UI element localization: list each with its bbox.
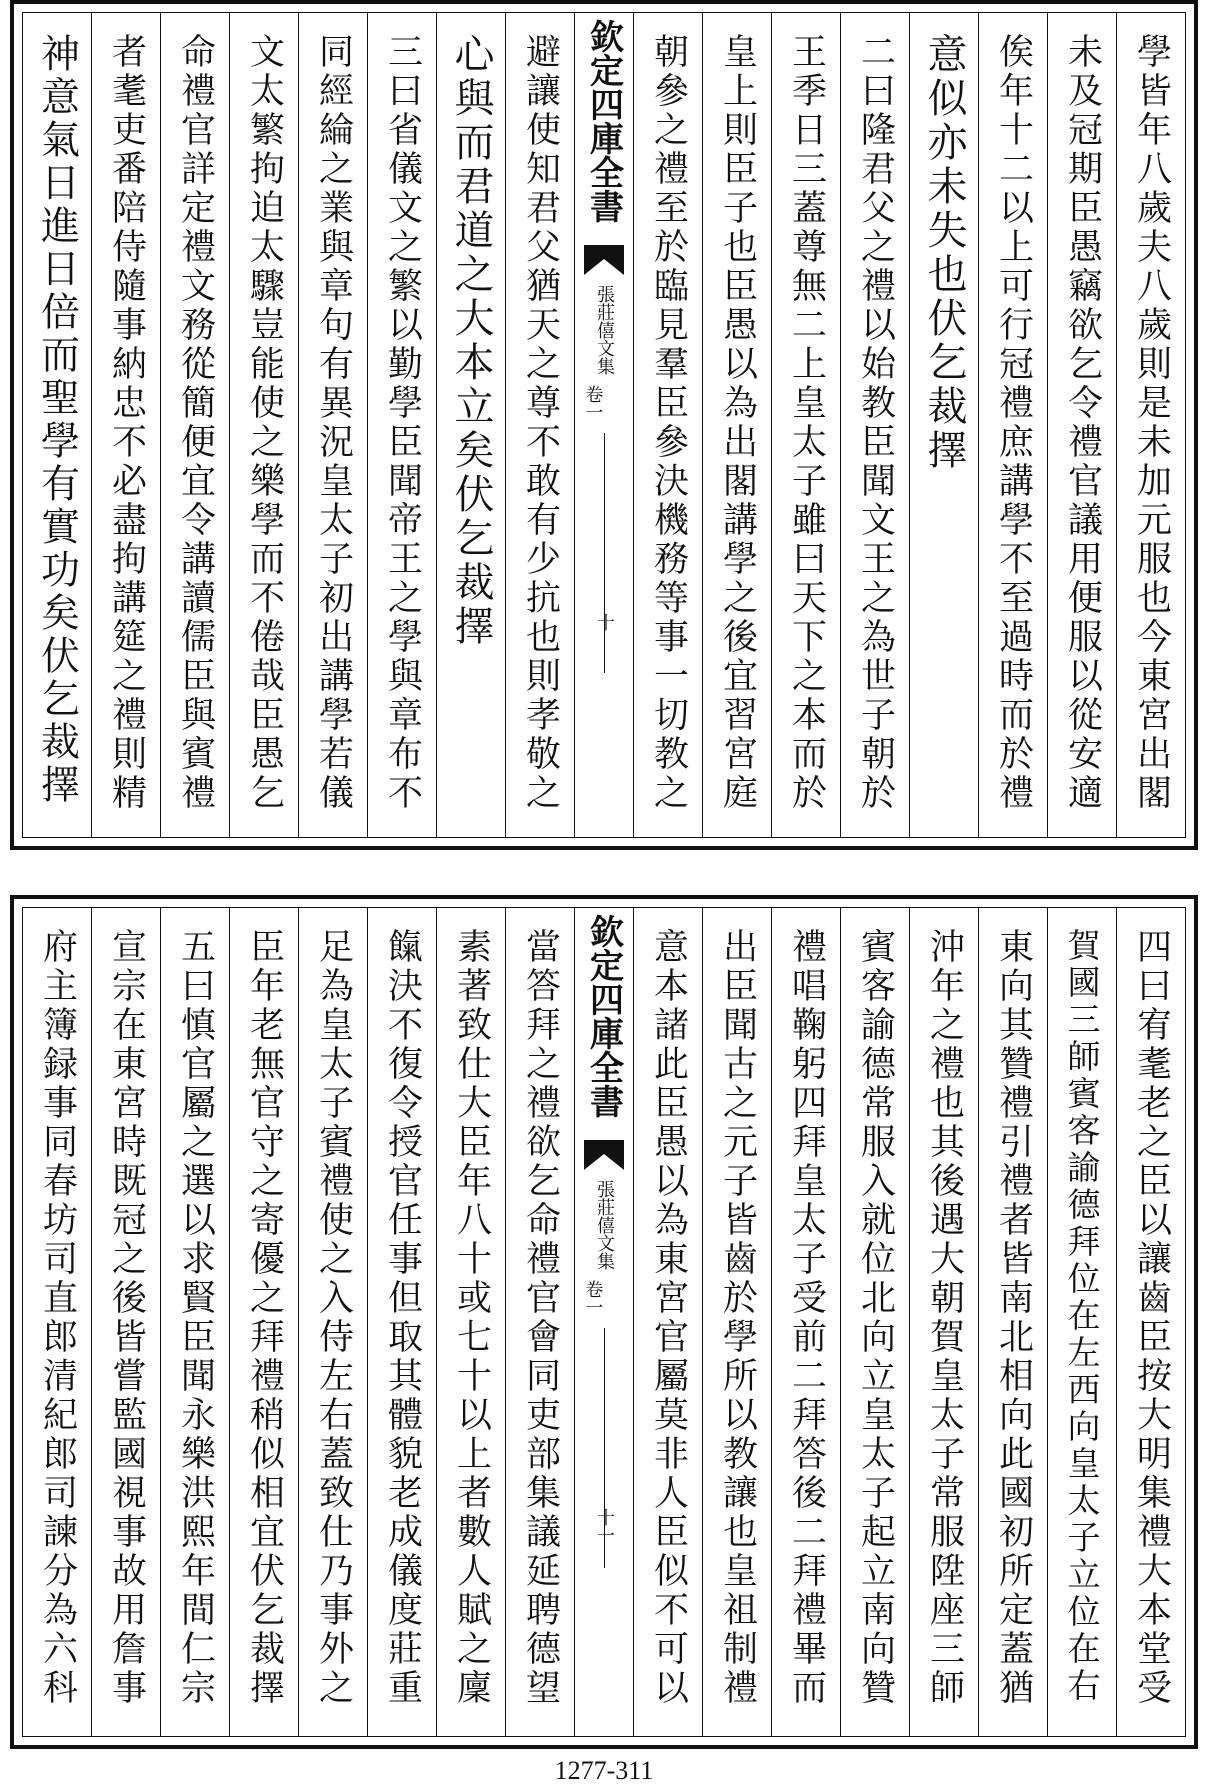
text-column: 沖年之禮也其後遇大朝賀皇太子常服陞座三師 — [909, 908, 978, 1736]
text-column: 賀國三師賓客諭德拜位在左西向皇太子立位在右 — [1047, 908, 1116, 1736]
center-fold-band — [574, 908, 633, 1736]
text-column: 命禮官詳定禮文務從簡便宜令講讀儒臣與賓禮 — [160, 13, 229, 837]
volume-label: 卷一 — [582, 1280, 604, 1316]
text-column: 臣年老無官守之寄優之拜禮稍似相宜伏乞裁擇 — [229, 908, 298, 1736]
collection-title: 張莊僖文集 — [594, 1180, 615, 1270]
text-column: 賓客諭德常服入就位北向立皇太子起立南向贊 — [840, 908, 909, 1736]
bottom-page-columns — [23, 908, 1185, 1736]
text-column: 王季日三蓋尊無二上皇太子雖曰天下之本而於 — [771, 13, 840, 837]
text-column: 神意氣日進日倍而聖學有實功矣伏乞裁擇 — [34, 33, 80, 807]
text-column: 者耄吏番陪侍隨事納忠不必盡拘講筵之禮則精 — [91, 13, 160, 837]
text-column: 足為皇太子賓禮使之入侍左右蓋致仕乃事外之 — [298, 908, 367, 1736]
text-column: 俟年十二以上可行冠禮庶講學不至過時而於禮 — [978, 13, 1047, 837]
text-column: 府主簿録事同春坊司直郎清紀郎司諫分為六科 — [37, 928, 78, 1708]
volume-label: 卷一 — [582, 385, 604, 421]
book-title: 欽定四庫全書 — [583, 19, 624, 223]
top-page-columns — [23, 13, 1185, 837]
text-column: 朝參之禮至於臨見羣臣參決機務等事一切教之 — [633, 13, 702, 837]
text-column: 學皆年八歲夫八歲則是未加元服也今東宮出閣 — [1116, 13, 1185, 837]
text-column: 文太繁拘迫太驟豈能使之樂學而不倦哉臣愚乞 — [229, 13, 298, 837]
text-column: 心與而君道之大本立矣伏乞裁擇 — [436, 13, 505, 837]
bottom-page-frame — [22, 907, 1186, 1737]
text-column: 當答拜之禮欲乞命禮官會同吏部集議延聘德望 — [505, 908, 574, 1736]
text-column: 素著致仕大臣年八十或七十以上者數人賦之廩 — [436, 908, 505, 1736]
collection-title: 張莊僖文集 — [594, 285, 615, 375]
text-column: 五曰慎官屬之選以求賢臣聞永樂洪熙年間仁宗 — [160, 908, 229, 1736]
top-page-frame — [22, 12, 1186, 838]
bottom-page — [10, 895, 1198, 1749]
center-fold-band — [574, 13, 633, 837]
fish-tail-mark — [581, 245, 627, 275]
book-title: 欽定四庫全書 — [583, 914, 624, 1118]
folio-number: 十 — [594, 613, 615, 631]
text-column: 三曰省儀文之繁以勤學臣聞帝王之學與章布不 — [367, 13, 436, 837]
text-column: 東向其贊禮引禮者皆南北相向此國初所定蓋猶 — [978, 908, 1047, 1736]
folio-number: 十一 — [594, 1508, 615, 1544]
text-column: 同經綸之業與章句有異況皇太子初出講學若儀 — [298, 13, 367, 837]
text-column: 皇上則臣子也臣愚以為出閣講學之後宜習宮庭 — [702, 13, 771, 837]
text-column: 二曰隆君父之禮以始教臣聞文王之為世子朝於 — [840, 13, 909, 837]
text-column: 未及冠期臣愚竊欲乞令禮官議用便服以從安適 — [1047, 13, 1116, 837]
page-footer-number: 1277-311 — [554, 1756, 654, 1785]
text-column: 宣宗在東宮時既冠之後皆嘗監國視事故用詹事 — [91, 908, 160, 1736]
text-column: 禮唱鞠躬四拜皇太子受前二拜答後二拜禮畢而 — [771, 908, 840, 1736]
text-column: 避讓使知君父猶天之尊不敢有少抗也則孝敬之 — [505, 13, 574, 837]
text-column: 意似亦未失也伏乞裁擇 — [909, 13, 978, 837]
text-column: 餼決不復令授官任事但取其體貌老成儀度莊重 — [367, 908, 436, 1736]
text-column: 意本諸此臣愚以為東宮官屬莫非人臣似不可以 — [633, 908, 702, 1736]
center-rule — [604, 433, 605, 673]
fish-tail-mark — [581, 1140, 627, 1170]
text-column: 四曰宥耄老之臣以讓齒臣按大明集禮大本堂受 — [1116, 908, 1185, 1736]
top-page — [10, 0, 1198, 850]
text-column: 出臣聞古之元子皆齒於學所以教讓也皇祖制禮 — [702, 908, 771, 1736]
